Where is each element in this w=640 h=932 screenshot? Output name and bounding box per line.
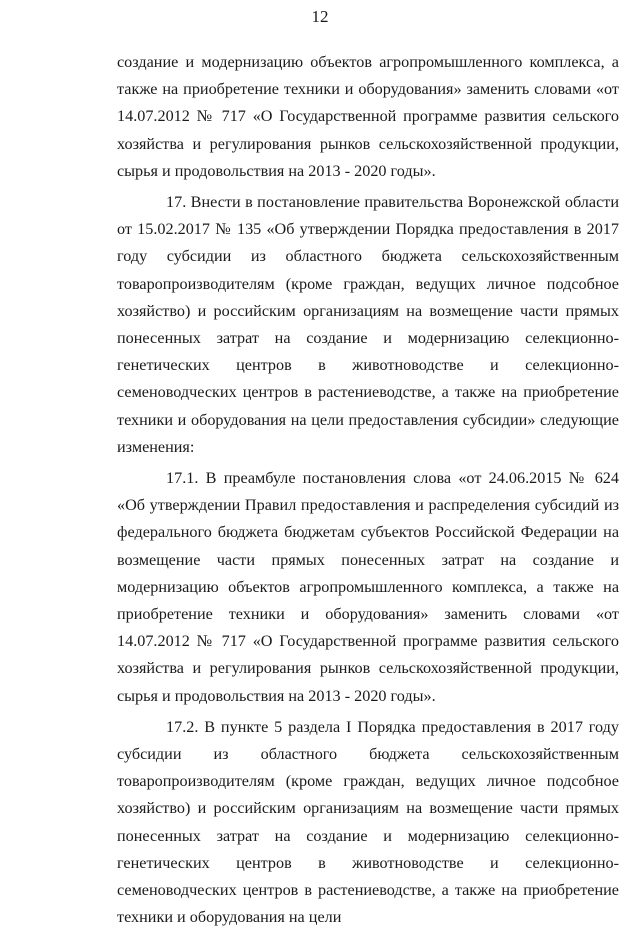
page-number: 12: [311, 7, 329, 26]
paragraph-continuation: создание и модернизацию объектов агропромышленного комплекса, а также на приобретение техники и оборудования» заменить словами «от 14.07.2012 № 717 «О Государственной программе развития сельского хозяйства и регулирования рынков сельскохозяйственной продукции, сырья и продовольствия на 2013 - 2020 годы».: [117, 53, 619, 180]
document-body: [117, 49, 619, 932]
paragraph-item-17: 17. Внести в постановление правительства Воронежской области от 15.02.2017 № 135 «Об утверждении Порядка предоставления в 2017 году субсидии из областного бюджета сельскохозяйственным товаропроизводителям (кроме граждан, ведущих личное подсобное хозяйство) и российским организациям на возмещение части прямых понесенных затрат на создание и модернизацию селекционно-генетических центров в животноводстве и селекционно-семеноводческих центров в растениеводстве, а также на приобретение техники и оборудования на цели предоставления субсидии» следующие изменения:: [117, 193, 619, 456]
paragraph-item-17-1: 17.1. В преамбуле постановления слова «от 24.06.2015 № 624 «Об утверждении Правил предоставления и распределения субсидий из федерального бюджета бюджетам субъектов Российской Федерации на возмещение части прямых понесенных затрат на создание и модернизацию объектов агропромышленного комплекса, а также на приобретение техники и оборудования» заменить словами «от 14.07.2012 № 717 «О Государственной программе развития сельского хозяйства и регулирования рынков сельскохозяйственной продукции, сырья и продовольствия на 2013 - 2020 годы».: [117, 469, 619, 705]
paragraph-item-17-2: 17.2. В пункте 5 раздела I Порядка предоставления в 2017 году субсидии из областного бюджета сельскохозяйственным товаропроизводителям (кроме граждан, ведущих личное подсобное хозяйство) и российским организациям на возмещение части прямых понесенных затрат на создание и модернизацию селекционно-генетических центров в животноводстве и селекционно-семеноводческих центров в растениеводстве, а также на приобретение техники и оборудования на цели: [117, 717, 619, 927]
